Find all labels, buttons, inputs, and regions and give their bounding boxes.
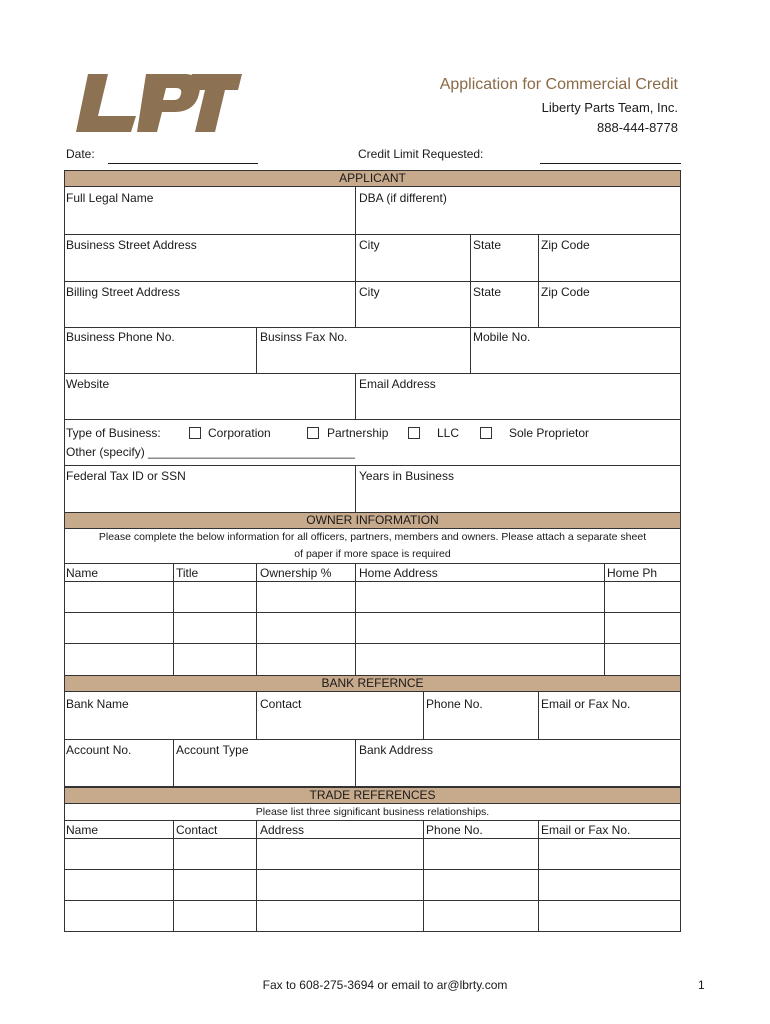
- row-divider: [64, 465, 681, 466]
- owner-note-line1: Please complete the below information for all officers, partners, members and owners. Please attach a separate sheet: [98, 531, 647, 543]
- business-state-field[interactable]: State: [473, 238, 502, 252]
- date-field[interactable]: [108, 149, 258, 164]
- row-divider: [64, 419, 681, 420]
- bank-address-field[interactable]: Bank Address: [359, 743, 434, 757]
- row-divider: [64, 234, 681, 235]
- col-divider: [256, 327, 257, 373]
- business-city-field[interactable]: City: [359, 238, 380, 252]
- owner-info-header: OWNER INFORMATION: [64, 512, 681, 529]
- col-divider: [355, 373, 356, 419]
- row-divider: [64, 281, 681, 282]
- col-divider: [355, 739, 356, 786]
- account-no-field[interactable]: Account No.: [66, 743, 132, 757]
- row-divider: [64, 838, 681, 839]
- col-divider: [355, 187, 356, 234]
- trade-note: Please list three significant business relationships.: [255, 806, 490, 818]
- mobile-field[interactable]: Mobile No.: [473, 330, 531, 344]
- account-type-field[interactable]: Account Type: [176, 743, 249, 757]
- owner-col-name: Name: [66, 566, 99, 580]
- col-divider: [604, 563, 605, 675]
- col-divider: [355, 563, 356, 675]
- business-street-field[interactable]: Business Street Address: [66, 238, 197, 252]
- row-divider: [64, 739, 681, 740]
- col-divider: [173, 739, 174, 786]
- lpt-logo: [74, 70, 242, 136]
- col-divider: [256, 563, 257, 675]
- row-divider: [64, 563, 681, 564]
- federal-tax-field[interactable]: Federal Tax ID or SSN: [66, 469, 186, 483]
- business-phone-field[interactable]: Business Phone No.: [66, 330, 175, 344]
- col-divider: [423, 820, 424, 932]
- bank-reference-header: BANK REFERNCE: [64, 675, 681, 692]
- corporation-label: Corporation: [208, 426, 271, 440]
- bank-name-field[interactable]: Bank Name: [66, 697, 129, 711]
- row-divider: [64, 643, 681, 644]
- trade-col-phone: Phone No.: [426, 823, 483, 837]
- website-field[interactable]: Website: [66, 377, 110, 391]
- sole-proprietor-checkbox[interactable]: [480, 427, 492, 439]
- company-name: Liberty Parts Team, Inc.: [541, 100, 678, 115]
- trade-col-email-fax: Email or Fax No.: [541, 823, 631, 837]
- sole-proprietor-label: Sole Proprietor: [509, 426, 590, 440]
- col-divider: [538, 234, 539, 327]
- company-phone: 888-444-8778: [597, 120, 678, 135]
- col-divider: [355, 465, 356, 512]
- owner-col-ownership: Ownership %: [260, 566, 332, 580]
- applicant-header: APPLICANT: [64, 170, 681, 187]
- llc-checkbox[interactable]: [408, 427, 420, 439]
- credit-limit-label: Credit Limit Requested:: [358, 147, 484, 161]
- trade-col-address: Address: [260, 823, 305, 837]
- credit-limit-field[interactable]: [540, 149, 681, 164]
- trade-col-contact: Contact: [176, 823, 218, 837]
- bank-contact-field[interactable]: Contact: [260, 697, 302, 711]
- type-of-business-label: Type of Business:: [66, 426, 161, 440]
- trade-references-header: TRADE REFERENCES: [64, 787, 681, 804]
- trade-col-name: Name: [66, 823, 99, 837]
- row-divider: [64, 900, 681, 901]
- col-divider: [173, 820, 174, 932]
- col-divider: [470, 234, 471, 327]
- corporation-checkbox[interactable]: [189, 427, 201, 439]
- dba-field[interactable]: DBA (if different): [359, 191, 447, 205]
- business-fax-field[interactable]: Businss Fax No.: [260, 330, 348, 344]
- row-divider: [64, 869, 681, 870]
- footer-contact: Fax to 608-275-3694 or email to ar@lbrty.com: [262, 978, 508, 992]
- owner-col-home-phone: Home Ph: [607, 566, 658, 580]
- other-specify-field[interactable]: Other (specify) _______________________________: [66, 445, 355, 459]
- col-divider: [355, 234, 356, 327]
- col-divider: [470, 327, 471, 373]
- row-divider: [64, 612, 681, 613]
- col-divider: [173, 563, 174, 675]
- bank-email-fax-field[interactable]: Email or Fax No.: [541, 697, 631, 711]
- row-divider: [64, 327, 681, 328]
- billing-state-field[interactable]: State: [473, 285, 502, 299]
- date-label: Date:: [66, 147, 95, 161]
- business-zip-field[interactable]: Zip Code: [541, 238, 590, 252]
- col-divider: [256, 692, 257, 739]
- col-divider: [423, 692, 424, 739]
- partnership-label: Partnership: [327, 426, 389, 440]
- row-divider: [64, 581, 681, 582]
- form-title: Application for Commercial Credit: [439, 76, 678, 93]
- owner-col-home-address: Home Address: [359, 566, 438, 580]
- email-field[interactable]: Email Address: [359, 377, 436, 391]
- owner-note-line2: of paper if more space is required: [294, 548, 451, 560]
- col-divider: [538, 692, 539, 739]
- col-divider: [256, 820, 257, 932]
- row-divider: [64, 373, 681, 374]
- full-legal-name-field[interactable]: Full Legal Name: [66, 191, 154, 205]
- col-divider: [538, 820, 539, 932]
- partnership-checkbox[interactable]: [307, 427, 319, 439]
- billing-zip-field[interactable]: Zip Code: [541, 285, 590, 299]
- llc-label: LLC: [437, 426, 460, 440]
- page-number: 1: [698, 978, 705, 992]
- billing-city-field[interactable]: City: [359, 285, 380, 299]
- billing-street-field[interactable]: Billing Street Address: [66, 285, 181, 299]
- bank-phone-field[interactable]: Phone No.: [426, 697, 483, 711]
- years-in-business-field[interactable]: Years in Business: [359, 469, 454, 483]
- row-divider: [64, 820, 681, 821]
- owner-col-title: Title: [176, 566, 199, 580]
